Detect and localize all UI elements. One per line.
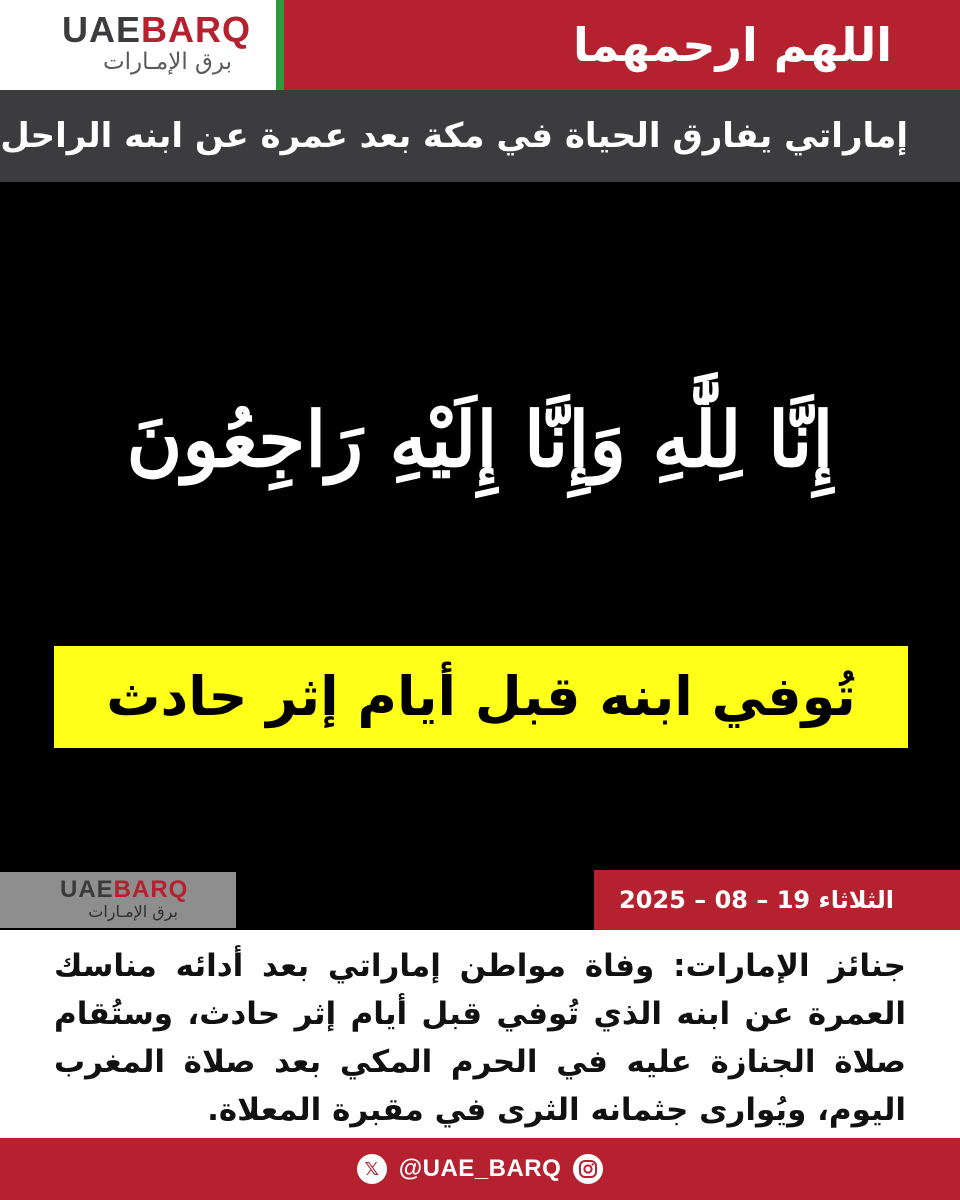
news-body: جنائز الإمارات: وفاة مواطن إماراتي بعد أدائه مناسك العمرة عن ابنه الذي تُوفي قبل أيام إثر حادث، وستُقام صلاة الجنازة عليه في الحرم المكي بعد صلاة المغرب اليوم، ويُوارى جثمانه الثرى في مقبرة المعلاة. [54,948,906,1128]
condolence-calligraphy: إِنَّا لِلَّٰهِ وَإِنَّا إِلَيْهِ رَاجِعُونَ [126,395,834,484]
prayer-title: اللهم ارحمهما [573,18,892,72]
footer-social [0,1138,960,1200]
instagram-glyph [578,1159,598,1179]
small-brand-logo [0,872,236,928]
small-logo-barq: BARQ [113,876,189,903]
x-icon[interactable]: 𝕏 [357,1154,387,1184]
brand-logo-arabic: برق الإمـارات [103,49,232,75]
instagram-icon[interactable] [573,1154,603,1184]
brand-logo-uae: UAE [62,9,142,50]
flag-stripe [276,0,284,90]
brand-logo [0,0,276,90]
small-logo-uae: UAE [60,876,114,903]
highlight-text: تُوفي ابنه قبل أيام إثر حادث [106,665,856,728]
brand-logo-barq: BARQ [141,9,252,50]
small-logo-wordmark [60,876,188,904]
date-text: الثلاثاء 19 – 08 – 2025 [619,886,894,914]
headline: إماراتي يفارق الحياة في مكة بعد عمرة عن ابنه الراحل [0,116,908,156]
social-handle[interactable]: @UAE_BARQ [398,1155,562,1182]
brand-logo-wordmark [62,10,251,50]
small-logo-arabic: برق الإمـارات [88,902,178,921]
condolence-panel [0,182,960,870]
